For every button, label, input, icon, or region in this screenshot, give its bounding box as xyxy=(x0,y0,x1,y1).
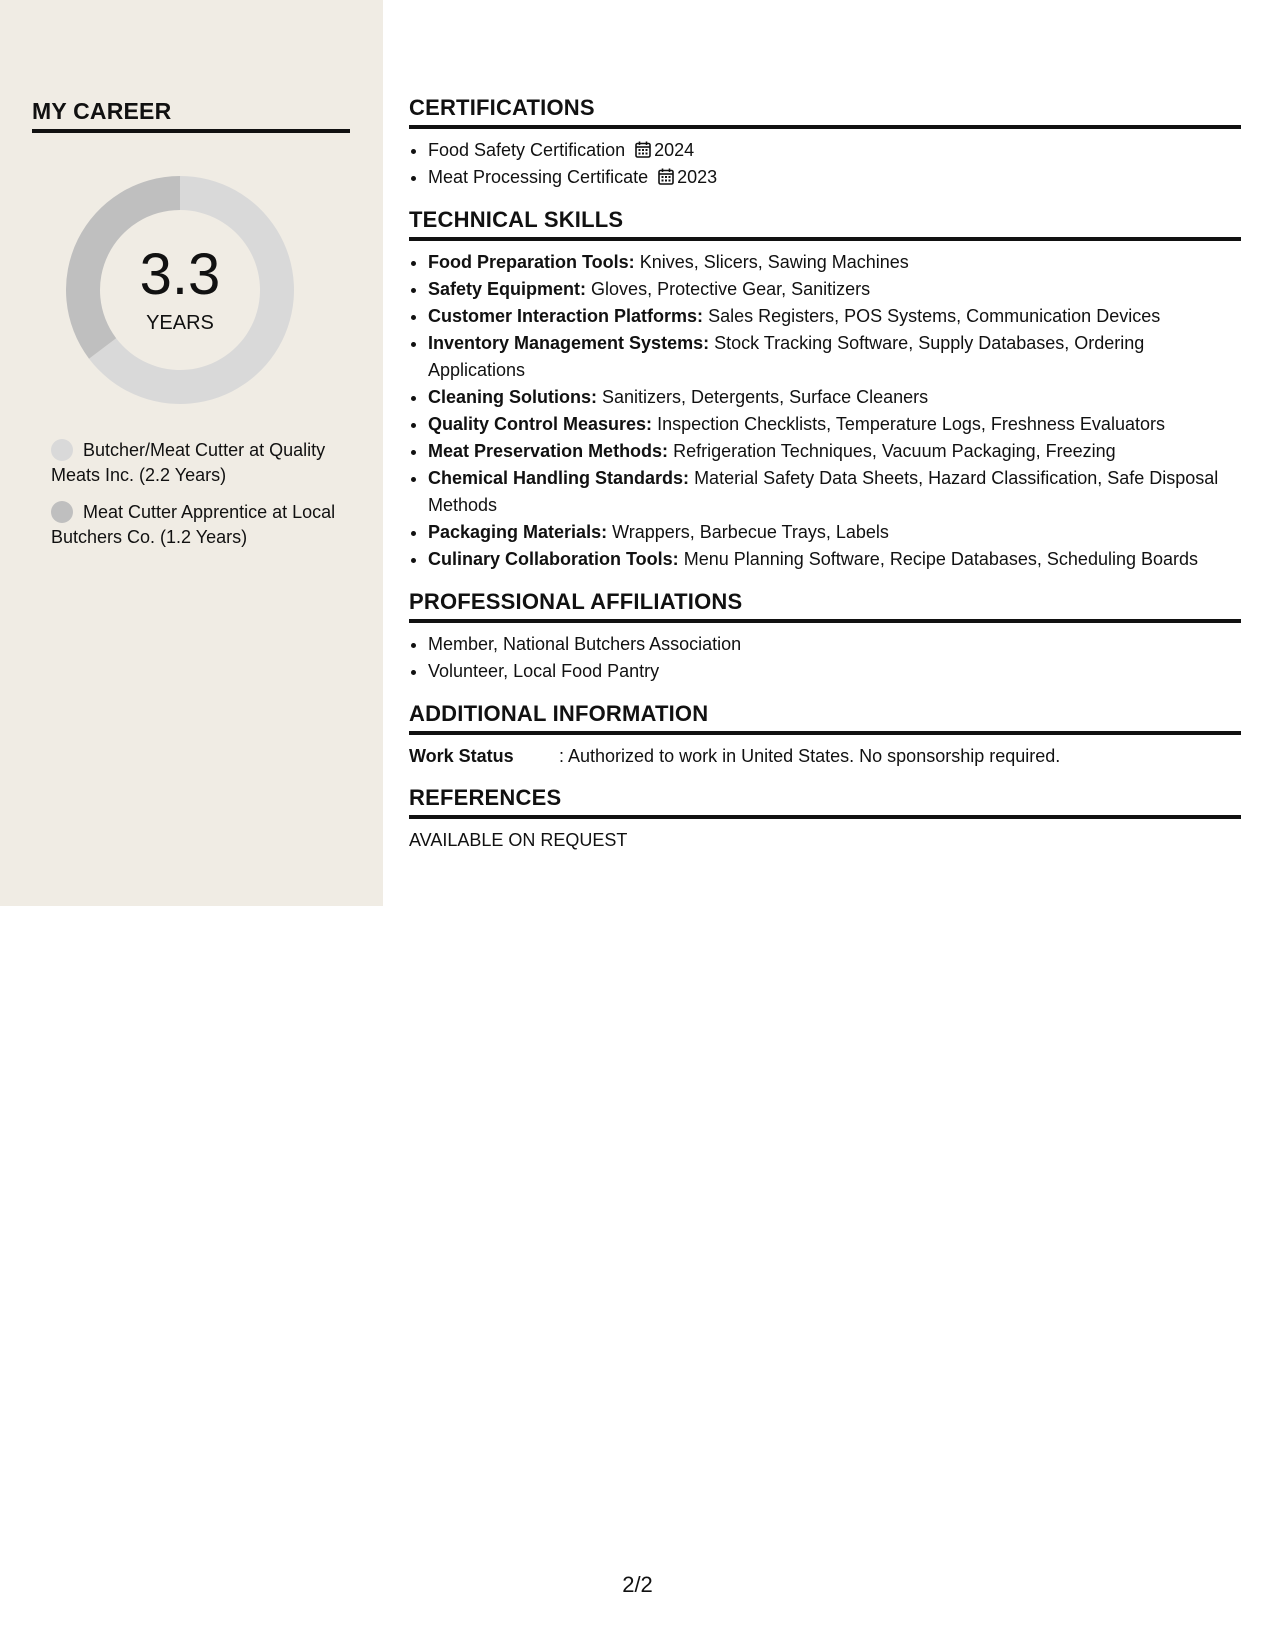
skill-label: Meat Preservation Methods: xyxy=(428,441,669,461)
calendar-icon xyxy=(658,168,674,185)
list-item xyxy=(428,330,1241,384)
skills-section xyxy=(409,207,1241,573)
list-item xyxy=(428,438,1241,465)
list-item xyxy=(428,519,1241,546)
references-section xyxy=(409,785,1241,853)
skill-label: Safety Equipment: xyxy=(428,279,587,299)
list-item xyxy=(428,249,1241,276)
skill-text: Wrappers, Barbecue Trays, Labels xyxy=(612,522,889,542)
skill-text: Stock Tracking Software, Supply Databases, Ordering Applications xyxy=(428,333,1145,380)
skill-text: Sanitizers, Detergents, Surface Cleaners xyxy=(602,387,929,407)
skill-text: Refrigeration Techniques, Vacuum Packaging, Freezing xyxy=(673,441,1116,461)
career-donut-chart xyxy=(66,176,294,404)
skill-text: Gloves, Protective Gear, Sanitizers xyxy=(591,279,871,299)
main-content xyxy=(409,95,1241,869)
certification-name: Food Safety Certification xyxy=(428,140,626,160)
affiliations-section xyxy=(409,589,1241,685)
list-item xyxy=(428,411,1241,438)
certification-year: 2024 xyxy=(654,140,695,160)
career-title: MY CAREER xyxy=(32,98,350,133)
references-text: AVAILABLE ON REQUEST xyxy=(409,830,628,850)
additional-info-section xyxy=(409,701,1241,769)
list-item: • Member, National Butchers Association xyxy=(428,631,1241,658)
legend-dot-dark xyxy=(51,501,73,523)
list-item xyxy=(428,303,1241,330)
skill-label: Packaging Materials: xyxy=(428,522,608,542)
skill-label: Cleaning Solutions: xyxy=(428,387,597,407)
calendar-icon xyxy=(635,141,651,158)
work-status-row xyxy=(409,743,1241,769)
skill-label: Food Preparation Tools: xyxy=(428,252,635,272)
skill-text: Material Safety Data Sheets, Hazard Classification, Safe Disposal Methods xyxy=(428,468,1219,515)
list-item xyxy=(428,137,1241,164)
list-item xyxy=(428,164,1241,191)
affiliations-title: PROFESSIONAL AFFILIATIONS xyxy=(409,589,1241,623)
legend-item xyxy=(51,500,351,550)
total-years-unit: YEARS xyxy=(146,312,214,334)
skill-label: Customer Interaction Platforms: xyxy=(428,306,704,326)
legend-label: Butcher/Meat Cutter at Quality Meats Inc. (2.2 Years) xyxy=(51,440,326,485)
skill-label: Chemical Handling Standards: xyxy=(428,468,690,488)
additional-info-title: ADDITIONAL INFORMATION xyxy=(409,701,1241,735)
certifications-section xyxy=(409,95,1241,191)
references-title: REFERENCES xyxy=(409,785,1241,819)
skill-text: Sales Registers, POS Systems, Communication Devices xyxy=(708,306,1161,326)
skill-label: Quality Control Measures: xyxy=(428,414,653,434)
legend-dot-light xyxy=(51,439,73,461)
certification-year: 2023 xyxy=(677,167,718,187)
certification-name: Meat Processing Certificate xyxy=(428,167,649,187)
legend-item xyxy=(51,438,351,488)
career-legend xyxy=(51,438,351,562)
certifications-list xyxy=(409,137,1241,191)
skill-label: Culinary Collaboration Tools: xyxy=(428,549,679,569)
skill-label: Inventory Management Systems: xyxy=(428,333,710,353)
skill-text: Knives, Slicers, Sawing Machines xyxy=(639,252,909,272)
skill-text: Menu Planning Software, Recipe Databases, Scheduling Boards xyxy=(683,549,1199,569)
total-years-value: 3.3 xyxy=(139,242,221,307)
skills-list xyxy=(409,249,1241,573)
skill-text: Inspection Checklists, Temperature Logs, Freshness Evaluators xyxy=(657,414,1165,434)
skills-title: TECHNICAL SKILLS xyxy=(409,207,1241,241)
page-number: 2/2 xyxy=(622,1572,653,1597)
affiliations-list xyxy=(409,631,1241,685)
list-item: • Volunteer, Local Food Pantry xyxy=(428,658,1241,685)
list-item xyxy=(428,384,1241,411)
certifications-title: CERTIFICATIONS xyxy=(409,95,1241,129)
sidebar xyxy=(0,0,383,906)
legend-label: Meat Cutter Apprentice at Local Butchers Co. (1.2 Years) xyxy=(51,502,336,547)
list-item xyxy=(428,276,1241,303)
list-item xyxy=(428,546,1241,573)
list-item xyxy=(428,465,1241,519)
work-status-label: Work Status xyxy=(409,746,514,766)
work-status-value: : Authorized to work in United States. No sponsorship required. xyxy=(559,746,1061,766)
